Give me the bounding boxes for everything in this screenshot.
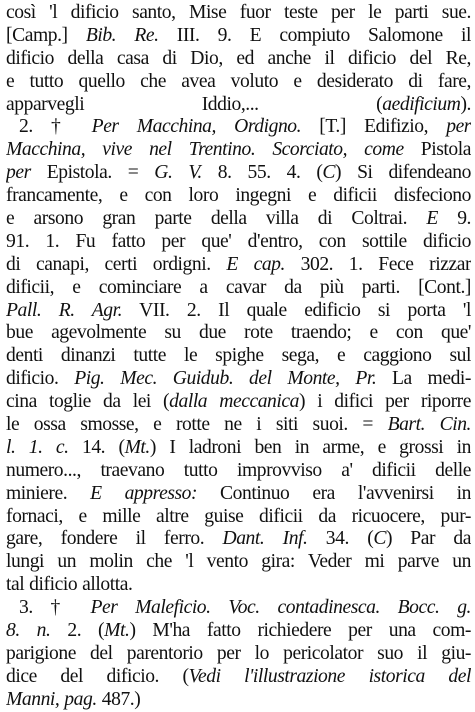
text-run: e tutto quello che avea voluto e desiderato di fare,	[6, 70, 471, 92]
text-run: dificio della casa di Dio, ed anche il dificio del Re,	[6, 47, 471, 69]
text-run: ) i difici per riporre	[299, 391, 471, 413]
italic-text: dalla meccanica	[169, 391, 299, 413]
text-line	[6, 414, 471, 437]
text-run: III. 9. E compiuto Salomone il	[158, 24, 471, 46]
text-line	[6, 139, 471, 162]
italic-text: E appresso:	[90, 482, 198, 504]
text-run: gare, fondere il ferro.	[6, 528, 223, 550]
dictionary-entry-text	[6, 2, 471, 712]
text-line	[6, 48, 471, 71]
italic-text: per	[6, 162, 31, 184]
text-run: apparvegli Iddio,... (	[6, 93, 383, 115]
text-run: 2. (	[50, 620, 105, 642]
text-line	[6, 345, 471, 368]
text-line	[6, 208, 471, 231]
text-line	[6, 506, 471, 529]
italic-text: Vedi l'illustrazione istorica del	[188, 665, 471, 687]
text-line	[6, 391, 471, 414]
text-run: VII. 2. Il quale edificio si porta 'l	[122, 299, 471, 321]
text-run: lungi un molin che 'l vento gira: Veder mi parve un	[6, 551, 471, 573]
text-run: bue agevolmente su due rote traendo; e con que'	[6, 322, 471, 344]
text-line	[6, 322, 471, 345]
text-line	[6, 528, 471, 551]
text-line	[6, 94, 471, 117]
italic-text: E cap.	[226, 253, 285, 275]
text-line	[6, 597, 471, 620]
text-line	[6, 643, 471, 666]
text-run: La medi-	[376, 368, 471, 390]
text-run: Epistola. =	[30, 162, 155, 184]
text-line	[6, 25, 471, 48]
text-run: ).	[460, 93, 471, 115]
text-run: 3. †	[19, 597, 91, 619]
text-line	[6, 437, 471, 460]
text-line	[6, 254, 471, 277]
text-run: ) I ladroni ben in arme, e grossi in	[149, 436, 471, 458]
text-line	[6, 483, 471, 506]
text-run: dice del dificio. (	[6, 665, 189, 687]
text-run: ) M'ha fatto richiedere per una com-	[129, 620, 471, 642]
italic-text: l. 1. c.	[6, 436, 69, 458]
text-run: 91. 1. Fu fatto per que' d'entro, con sottile dificio	[6, 230, 471, 252]
text-line	[6, 277, 471, 300]
text-line	[6, 368, 471, 391]
text-line	[6, 620, 471, 643]
text-run: [T.] Edifizio,	[301, 116, 447, 138]
italic-text: Manni, pag.	[6, 688, 97, 710]
text-line	[6, 300, 471, 323]
text-line	[6, 162, 471, 185]
italic-text: Per Macchina, Ordigno.	[91, 116, 302, 138]
text-run: cina toglie da lei (	[6, 391, 170, 413]
text-line	[6, 185, 471, 208]
italic-text: Mt.	[124, 436, 150, 458]
text-run: 2. †	[19, 116, 92, 138]
text-run: Pistola	[403, 139, 471, 161]
text-run: denti dinanzi tutte le spighe sega, e caggiono sul	[6, 345, 471, 367]
text-run: miniere.	[6, 482, 91, 504]
text-run: dificio.	[6, 368, 75, 390]
text-line	[6, 666, 471, 689]
italic-text: Bart. Cin.	[387, 414, 471, 436]
text-line	[6, 71, 471, 94]
text-run: 14. (	[68, 436, 125, 458]
text-run: 34. (	[307, 528, 374, 550]
text-run: tal dificio allotta.	[6, 574, 133, 596]
text-run: così 'l dificio santo, Mise fuor teste per le parti sue.	[6, 2, 471, 23]
text-run: dificii, e cominciare a cavar da più parti. [Cont.]	[6, 276, 471, 298]
italic-text: Macchina, vive nel Trentino. Scorciato, come	[6, 139, 404, 161]
text-line	[6, 231, 471, 254]
italic-text: E	[426, 208, 438, 230]
italic-text: aedificium	[382, 93, 461, 115]
text-run: 8. 55. 4. (	[201, 162, 323, 184]
text-line	[6, 460, 471, 483]
text-run: francamente, e con loro ingegni e dificii disfeciono	[6, 185, 471, 207]
text-run: 9.	[437, 208, 471, 230]
italic-text: 8. n.	[6, 620, 51, 642]
text-run: di canapi, certi ordigni.	[6, 253, 227, 275]
text-run: ) Si difendeano	[335, 162, 471, 184]
text-run: [Camp.]	[6, 24, 86, 46]
text-run: e arsono gran parte della villa di Coltrai.	[6, 208, 427, 230]
text-run: fornaci, e mille altre guise dificii da ricuocere, pur-	[6, 505, 471, 527]
text-run: Continuo era l'avvenirsi in	[197, 482, 471, 504]
italic-text: Bib. Re.	[85, 24, 159, 46]
italic-text: Dant. Inf.	[222, 528, 308, 550]
text-line	[6, 574, 471, 597]
italic-text: C	[373, 528, 386, 550]
italic-text: G. V.	[154, 162, 202, 184]
italic-text: Mt.	[104, 620, 130, 642]
text-line	[6, 2, 471, 25]
italic-text: C	[322, 162, 336, 184]
italic-text: per	[446, 116, 471, 138]
text-run: ) Par da	[385, 528, 471, 550]
italic-text: Pig. Mec. Guidub. del Monte, Pr.	[74, 368, 377, 390]
text-run: numero..., traevano tutto improvviso a' dificii delle	[6, 459, 471, 481]
text-run: parigione del parentorio per lo pericolator suo il giu-	[6, 642, 471, 664]
italic-text: Per Maleficio. Voc. contadinesca. Bocc. g.	[90, 597, 471, 619]
text-run: 302. 1. Fece rizzar	[284, 253, 471, 275]
text-line	[6, 689, 471, 712]
text-line	[6, 551, 471, 574]
text-line	[6, 116, 471, 139]
text-run: le ossa smosse, e rotte ne i siti suoi. =	[6, 414, 388, 436]
italic-text: Pall. R. Agr.	[6, 299, 123, 321]
text-run: 487.)	[96, 688, 141, 710]
